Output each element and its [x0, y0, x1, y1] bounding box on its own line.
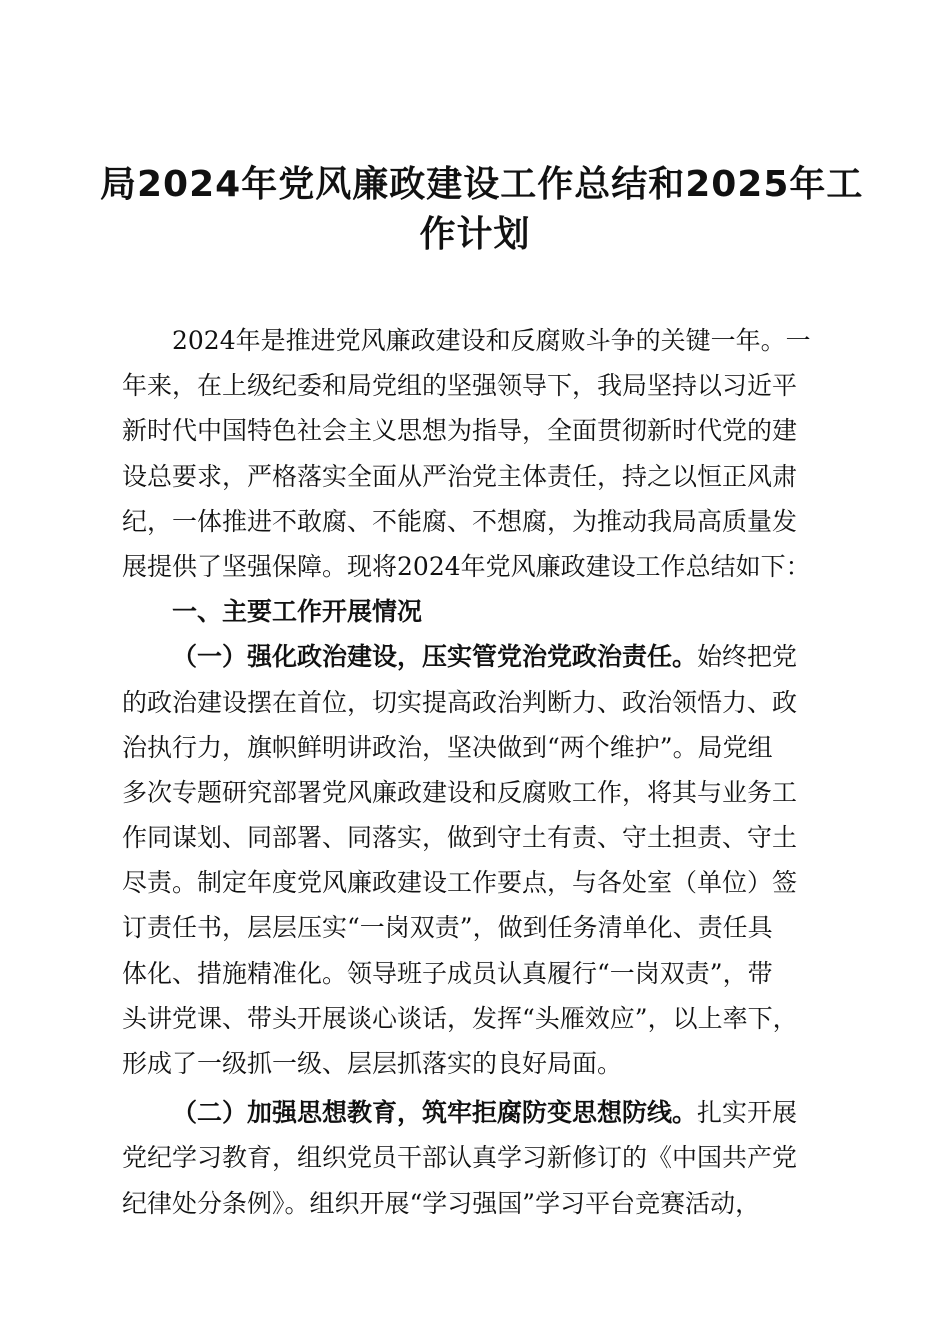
subsection-heading: （二）加强思想教育，筑牢拒腐防变思想防线。 — [172, 1098, 698, 1128]
paragraph-text: 扎实开展 — [697, 1098, 798, 1128]
paragraph-line: 纪，一体推进不敢腐、不能腐、不想腐，为推动我局高质量发 — [122, 506, 798, 536]
paragraph-text: 始终把党 — [697, 642, 798, 672]
document-title — [100, 160, 864, 260]
paragraph-line: 展提供了坚强保障。现将2024年党风廉政建设工作总结如下： — [122, 551, 811, 581]
paragraph-line: 形成了一级抓一级、层层抓落实的良好局面。 — [122, 1049, 623, 1078]
paragraph-line: 纪律处分条例》。组织开展“学习强国”学习平台竞赛活动， — [122, 1188, 761, 1218]
subsection-1-paragraph — [122, 634, 822, 1086]
document-body — [122, 318, 822, 1226]
paragraph-line — [122, 1090, 822, 1135]
paragraph-line — [122, 634, 822, 679]
paragraph-line: 新时代中国特色社会主义思想为指导，全面贯彻新时代党的建 — [122, 416, 798, 446]
paragraph-line: 的政治建设摆在首位，切实提高政治判断力、政治领悟力、政 — [122, 687, 798, 717]
paragraph-line: 体化、措施精准化。领导班子成员认真履行“一岗双责”，带 — [122, 958, 773, 988]
paragraph-line: 年来，在上级纪委和局党组的坚强领导下，我局坚持以习近平 — [122, 371, 798, 401]
title-line-2: 作计划 — [419, 214, 531, 255]
intro-paragraph — [122, 318, 822, 589]
paragraph-line: 作同谋划、同部署、同落实，做到守土有责、守土担责、守土 — [122, 823, 798, 853]
paragraph-line: 多次专题研究部署党风廉政建设和反腐败工作，将其与业务工 — [122, 777, 798, 807]
paragraph-line: 党纪学习教育，组织党员干部认真学习新修订的《中国共产党 — [122, 1143, 798, 1173]
paragraph-line: 尽责。制定年度党风廉政建设工作要点，与各处室（单位）签 — [122, 868, 798, 898]
subsection-2-paragraph — [122, 1090, 822, 1226]
paragraph-line: 治执行力，旗帜鲜明讲政治，坚决做到“两个维护”。局党组 — [122, 732, 773, 762]
paragraph-line: 头讲党课、带头开展谈心谈话，发挥“头雁效应”，以上率下， — [122, 1003, 798, 1033]
subsection-heading: （一）强化政治建设，压实管党治党政治责任。 — [172, 642, 698, 672]
paragraph-line: 订责任书，层层压实“一岗双责”，做到任务清单化、责任具 — [122, 913, 773, 943]
paragraph-line: 2024年是推进党风廉政建设和反腐败斗争的关键一年。一 — [172, 326, 811, 355]
section-heading: 一、主要工作开展情况 — [172, 597, 423, 627]
title-line-1: 局2024年党风廉政建设工作总结和2025年工 — [100, 164, 864, 205]
paragraph-line: 设总要求，严格落实全面从严治党主体责任，持之以恒正风肃 — [122, 461, 798, 491]
